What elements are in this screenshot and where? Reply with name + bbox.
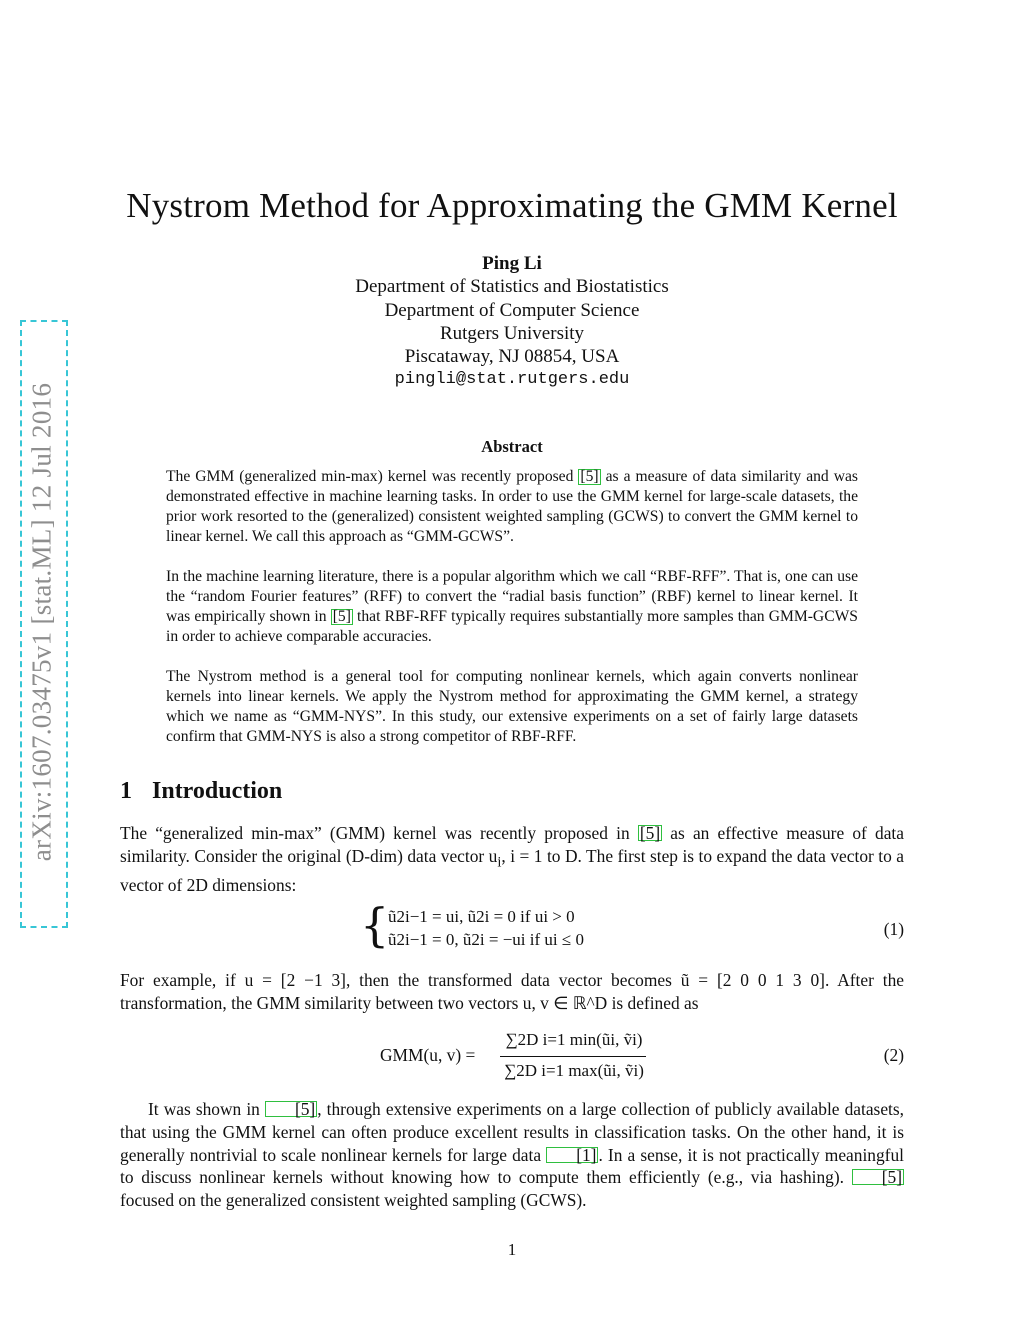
abstract-paragraph	[166, 567, 858, 647]
equation-1-case-2: ũ2i−1 = 0, ũ2i = −ui if ui ≤ 0	[388, 930, 584, 949]
citation-link[interactable]: [1]	[546, 1147, 598, 1163]
body-text: as an effective measure of data similarity. Consider the original (D-dim) data vector u	[120, 823, 904, 866]
abstract-heading: Abstract	[481, 437, 543, 456]
equation-brace: {	[360, 898, 390, 952]
body-text: , i = 1 to D. The first step is to expand the data vector to a vector of 2D dimensions:	[120, 845, 904, 896]
arxiv-identifier[interactable]: arXiv:1607.03475v1 [stat.ML] 12 Jul 2016	[26, 382, 57, 862]
abstract-text: as a measure of data similarity and was demonstrated effective in machine learning tasks. In order to use the GMM kernel for large-scale datasets, the prior work resorted to the (generalized) consistent weighted sampling (GCWS) to convert the GMM kernel to linear kernel. We call this approach as “GMM-GCWS”.	[166, 468, 858, 545]
abstract-text: that RBF-RFF typically requires substantially more samples than GMM-GCWS in order to achieve comparable accuracies.	[166, 608, 858, 645]
section-number: 1	[120, 778, 132, 804]
section-title: Introduction	[152, 778, 283, 804]
intro-paragraph-2: For example, if u = [2 −1 3], then the transformed data vector becomes ũ = [2 0 0 1 3 0]. After the transformation, the GMM similarity between two vectors u, v ∈ ℝ^D is defined as	[120, 970, 904, 1013]
body-text: It was shown in	[148, 1099, 265, 1119]
abstract-text: The GMM (generalized min-max) kernel was recently proposed	[166, 468, 579, 485]
equation-2-lhs: GMM(u, v) =	[380, 1045, 476, 1065]
body-text: . In a sense, it is not practically meaningful to discuss nonlinear kernels without knowing how to compute them efficiently (e.g., via hashing).	[120, 1144, 904, 1188]
intro-paragraph-1	[120, 822, 904, 897]
equation-2-denominator: ∑2D i=1 max(ũi, ṽi)	[504, 1061, 644, 1080]
citation-link[interactable]: [5]	[639, 823, 661, 843]
equation-2-numerator: ∑2D i=1 min(ũi, ṽi)	[505, 1030, 643, 1049]
abstract-body	[166, 467, 858, 767]
intro-paragraph-3	[120, 1098, 904, 1212]
affiliation-line: Department of Computer Science	[384, 299, 640, 321]
citation-link[interactable]: [5]	[852, 1169, 904, 1185]
equation-1-number: (1)	[883, 919, 904, 939]
body-text: The “generalized min-max” (GMM) kernel was recently proposed in	[120, 823, 638, 843]
page-number: 1	[507, 1240, 517, 1259]
abstract-paragraph	[166, 467, 858, 547]
body-text: , through extensive experiments on a large collection of publicly available datasets, that using the GMM kernel can often produce excellent results in classification tasks. On the other hand, it is generally nontrivial to scale nonlinear kernels for large data	[120, 1099, 904, 1165]
citation-link[interactable]: [5]	[265, 1101, 317, 1117]
abstract-text: In the machine learning literature, there is a popular algorithm which we call “RBF-RFF”. That is, one can use the “random Fourier features” (RFF) to convert the “radial basis function” (RBF) kernel to linear kernel. It was empirically shown in	[166, 568, 858, 625]
fraction-bar	[500, 1056, 646, 1057]
author-block	[0, 252, 1024, 392]
subscript: i	[497, 854, 502, 871]
affiliation-line: Rutgers University	[439, 322, 585, 344]
paper-title: Nystrom Method for Approximating the GMM Kernel	[126, 186, 898, 225]
equation-2-number: (2)	[883, 1045, 904, 1065]
abstract-paragraph: The Nystrom method is a general tool for computing nonlinear kernels, which again converts nonlinear kernels into linear kernels. We apply the Nystrom method for approximating the GMM kernel, a strategy which we name as “GMM-NYS”. In this study, our extensive experiments on a set of fairly large datasets confirm that GMM-NYS is also a strong competitor of RBF-RFF.	[166, 668, 858, 745]
affiliation-line: Piscataway, NJ 08854, USA	[404, 346, 620, 368]
author-email[interactable]: pingli@stat.rutgers.edu	[394, 370, 630, 390]
affiliation-line: Department of Statistics and Biostatistics	[355, 276, 669, 298]
body-text: focused on the generalized consistent weighted sampling (GCWS).	[120, 1190, 587, 1211]
equation-1-case-1: ũ2i−1 = ui, ũ2i = 0 if ui > 0	[388, 907, 575, 926]
section-heading-introduction	[120, 778, 282, 805]
citation-link[interactable]: [5]	[332, 608, 351, 625]
citation-link[interactable]: [5]	[580, 468, 599, 485]
author-name: Ping Li	[482, 253, 542, 274]
